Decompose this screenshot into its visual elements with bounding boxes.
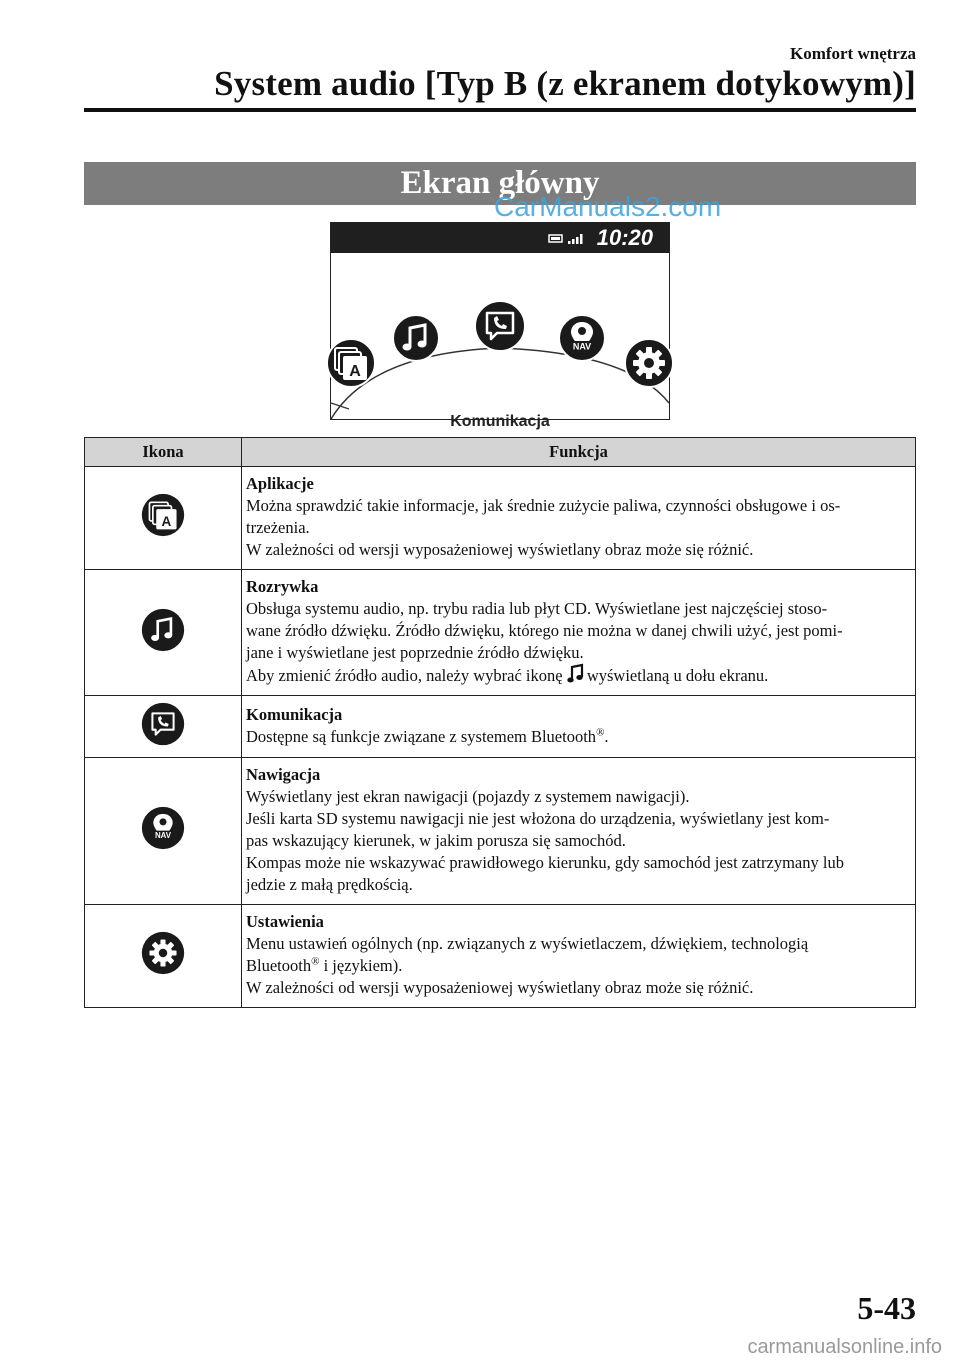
row-text: wane źródło dźwięku. Źródło dźwięku, którego nie można w danej chwili użyć, jest pomi- xyxy=(246,621,843,640)
apps-badge: A xyxy=(349,363,361,380)
row-text: jane i wyświetlane jest poprzednie źródło dźwięku. xyxy=(246,643,584,662)
row-text: Można sprawdzić takie informacje, jak średnie zużycie paliwa, czynności obsługowe i os- xyxy=(246,496,841,515)
row-text-part: Dostępne są funkcje związane z systemem Bluetooth xyxy=(246,726,597,746)
svg-text:NAV: NAV xyxy=(154,831,172,841)
music-note-icon xyxy=(567,664,583,684)
page-title: System audio [Typ B (z ekranem dotykowym)] xyxy=(214,64,916,103)
column-header-icon: Ikona xyxy=(85,438,242,467)
page-number: 5-43 xyxy=(857,1290,916,1326)
row-text: trzeżenia. xyxy=(246,518,310,537)
row-text-part: wyświetlaną u dołu ekranu. xyxy=(586,666,769,685)
row-text: jedzie z małą prędkością. xyxy=(246,875,413,894)
apps-icon[interactable] xyxy=(325,337,377,389)
row-text: Menu ustawień ogólnych (np. związanych z wyświetlaczem, dźwiękiem, technologią xyxy=(246,934,809,953)
watermark-top: CarManuals2.com xyxy=(494,191,722,222)
row-text: Kompas może nie wskazywać prawidłowego kierunku, gdy samochód jest zatrzymany lub xyxy=(246,853,844,872)
row-text xyxy=(246,726,911,748)
svg-text:A: A xyxy=(161,514,172,529)
row-text: Obsługa systemu audio, np. trybu radia lub płyt CD. Wyświetlane jest najczęściej stoso- xyxy=(246,599,828,618)
row-text-part: . xyxy=(604,726,609,746)
row-text-part: i językiem). xyxy=(319,956,403,975)
signal-icon xyxy=(568,234,583,244)
function-cell xyxy=(242,758,916,905)
function-cell xyxy=(242,570,916,696)
communication-icon[interactable] xyxy=(473,299,527,353)
row-title: Komunikacja xyxy=(246,704,343,724)
row-text xyxy=(246,664,911,687)
table-row xyxy=(85,467,916,570)
registered-mark: ® xyxy=(596,726,605,738)
section-banner: Ekran główny xyxy=(84,162,916,205)
home-screen-illustration xyxy=(330,222,670,430)
settings-gear-icon[interactable] xyxy=(623,337,675,389)
icon-cell xyxy=(85,467,242,570)
table-header-row xyxy=(85,438,916,467)
music-note-icon xyxy=(141,608,185,652)
music-note-icon[interactable] xyxy=(391,313,441,363)
icon-cell xyxy=(85,696,242,758)
screen-body xyxy=(331,253,669,430)
table-row xyxy=(85,758,916,905)
icon-cell xyxy=(85,758,242,905)
registered-mark: ® xyxy=(311,955,320,968)
selected-icon-label: Komunikacja xyxy=(450,413,550,430)
row-text: W zależności od wersji wyposażeniowej wyświetlany obraz może się różnić. xyxy=(246,540,754,559)
status-bar xyxy=(331,223,669,253)
row-text: Jeśli karta SD systemu nawigacji nie jest włożona do urządzenia, wyświetlany jest kom- xyxy=(246,809,830,828)
title-rule xyxy=(84,108,916,112)
icon-cell xyxy=(85,570,242,696)
row-title: Aplikacje xyxy=(246,474,314,493)
navigation-icon[interactable] xyxy=(557,313,607,363)
table-row xyxy=(85,905,916,1008)
icon-function-table xyxy=(84,437,916,1008)
row-text: Wyświetlany jest ekran nawigacji (pojazdy z systemem nawigacji). xyxy=(246,787,690,806)
status-icons xyxy=(549,233,585,245)
row-text xyxy=(246,955,911,977)
communication-icon xyxy=(141,702,185,746)
function-cell xyxy=(242,696,916,758)
table-row xyxy=(85,696,916,758)
row-text-part: Aby zmienić źródło audio, należy wybrać ikonę xyxy=(246,666,563,685)
row-title: Rozrywka xyxy=(246,577,319,596)
watermark-bottom: carmanualsonline.info xyxy=(747,1336,942,1358)
nav-badge: NAV xyxy=(572,341,592,352)
column-header-function: Funkcja xyxy=(242,438,916,467)
section-kicker: Komfort wnętrza xyxy=(789,44,916,63)
row-title: Ustawienia xyxy=(246,912,324,931)
navigation-icon xyxy=(141,806,185,850)
row-title: Nawigacja xyxy=(246,765,321,784)
function-cell xyxy=(242,905,916,1008)
apps-icon xyxy=(141,493,185,537)
row-text: W zależności od wersji wyposażeniowej wyświetlany obraz może się różnić. xyxy=(246,978,754,997)
function-cell xyxy=(242,467,916,570)
settings-gear-icon xyxy=(141,931,185,975)
clock-time: 10:20 xyxy=(596,225,653,250)
table-row xyxy=(85,570,916,696)
row-text: pas wskazujący kierunek, w jakim porusza się samochód. xyxy=(246,831,626,850)
row-text-part: Bluetooth xyxy=(246,956,312,975)
icon-cell xyxy=(85,905,242,1008)
